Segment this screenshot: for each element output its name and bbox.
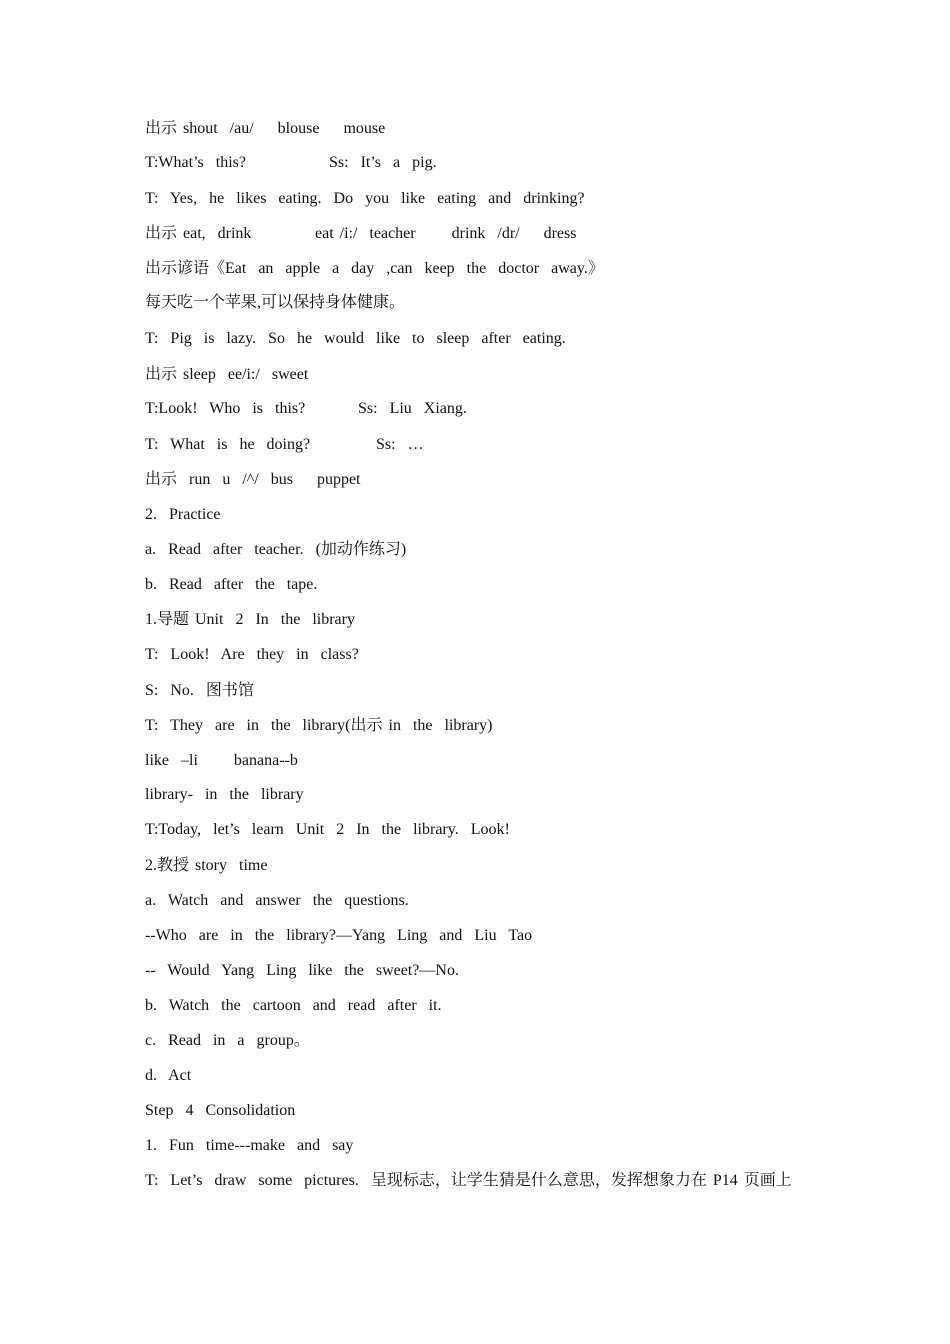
text-line: 出示 shout /au/ blouse mouse [145, 120, 386, 137]
text-segment: T:Look! Who is this? [145, 400, 306, 417]
text-segment: Ss: It’s a pig. [329, 154, 437, 171]
text-segment: eat /i:/ teacher drink /dr/ dress [315, 225, 577, 242]
text-line: b. Watch the cartoon and read after it. [145, 997, 442, 1014]
text-line: T: Let’s draw some pictures. 呈现标志，让学生猜是什么意思，发挥想象力在 P14 页画上 [145, 1172, 792, 1189]
text-line: S: No. 图书馆 [145, 682, 254, 699]
text-line: a. Read after teacher. (加动作练习) [145, 541, 407, 558]
text-segment: T: What is he doing? [145, 436, 311, 453]
text-line: library- in the library [145, 786, 304, 803]
text-line: d. Act [145, 1067, 192, 1084]
text-line: 1.导题 Unit 2 In the library [145, 611, 355, 628]
text-line: 出示 sleep ee/i:/ sweet [145, 366, 309, 383]
text-line: T: Pig is lazy. So he would like to sleep after eating. [145, 330, 566, 347]
text-line: a. Watch and answer the questions. [145, 892, 409, 909]
text-line: --Who are in the library?—Yang Ling and Liu Tao [145, 927, 533, 944]
text-segment: T:What’s this? [145, 154, 246, 171]
text-line: 出示 run u /^/ bus puppet [145, 471, 361, 488]
text-line: like –li banana--b [145, 752, 298, 769]
text-segment: 出示 eat, drink [145, 225, 252, 242]
text-line: T: Look! Are they in class? [145, 646, 359, 663]
text-line: 每天吃一个苹果,可以保持身体健康。 [145, 294, 406, 311]
text-line: T:Today, let’s learn Unit 2 In the library. Look! [145, 821, 510, 838]
text-line: 2.教授 story time [145, 857, 268, 874]
text-line: T: They are in the library(出示 in the library) [145, 717, 493, 734]
text-line: b. Read after the tape. [145, 576, 318, 593]
text-line: T: Yes, he likes eating. Do you like eating and drinking? [145, 190, 585, 207]
text-segment: Ss: … [376, 436, 424, 453]
text-line: -- Would Yang Ling like the sweet?—No. [145, 962, 459, 979]
text-segment: Ss: Liu Xiang. [358, 400, 467, 417]
text-line: 出示谚语《Eat an apple a day ,can keep the doctor away.》 [145, 260, 604, 277]
text-line: Step 4 Consolidation [145, 1102, 296, 1119]
text-line: c. Read in a group。 [145, 1032, 310, 1049]
text-line: 1. Fun time---make and say [145, 1137, 354, 1154]
text-line: 2. Practice [145, 506, 221, 523]
